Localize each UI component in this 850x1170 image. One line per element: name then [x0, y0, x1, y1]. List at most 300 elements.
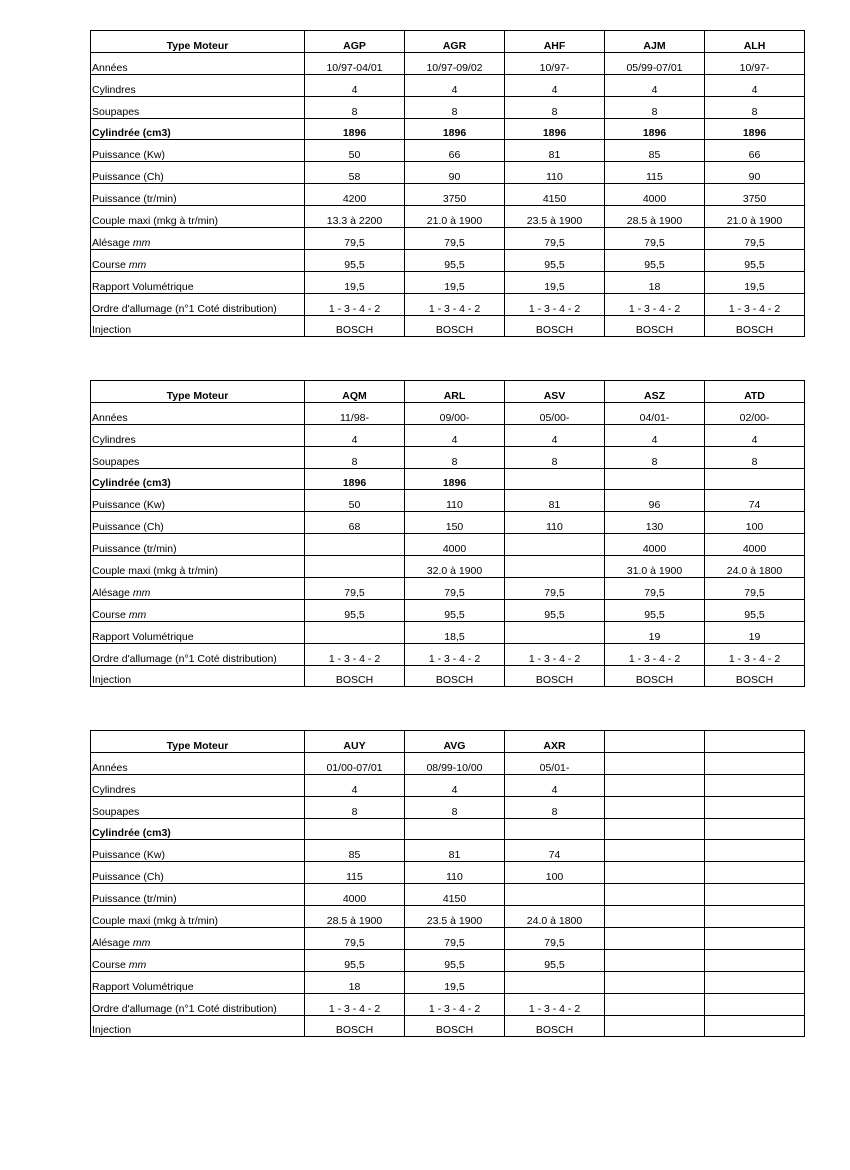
- spec-value-cell: [605, 971, 705, 993]
- unit-mm: mm: [132, 236, 151, 249]
- engine-code-cell: [705, 731, 805, 753]
- spec-value-cell: [705, 862, 805, 884]
- spec-value-cell: [705, 818, 805, 840]
- header-row: [91, 731, 805, 753]
- spec-value-cell: 4: [305, 774, 405, 796]
- spec-value-cell: [705, 1015, 805, 1037]
- spec-value-cell: 4200: [305, 184, 405, 206]
- row-label: Cylindrée (cm3): [91, 818, 305, 840]
- spec-value-cell: 85: [605, 140, 705, 162]
- spec-value-cell: [705, 752, 805, 774]
- spec-row: [91, 402, 805, 424]
- spec-row: [91, 752, 805, 774]
- spec-value-cell: 4000: [705, 534, 805, 556]
- spec-row: [91, 74, 805, 96]
- spec-value-cell: 11/98-: [305, 402, 405, 424]
- spec-value-cell: 74: [705, 490, 805, 512]
- spec-row: [91, 512, 805, 534]
- spec-value-cell: 23.5 à 1900: [505, 206, 605, 228]
- spec-value-cell: 1 - 3 - 4 - 2: [705, 293, 805, 315]
- spec-value-cell: 79,5: [505, 578, 605, 600]
- spec-value-cell: BOSCH: [705, 665, 805, 687]
- spec-value-cell: BOSCH: [405, 1015, 505, 1037]
- spec-value-cell: 8: [305, 796, 405, 818]
- spec-value-cell: [705, 884, 805, 906]
- spec-value-cell: 79,5: [605, 228, 705, 250]
- spec-value-cell: 95,5: [405, 599, 505, 621]
- spec-row: [91, 162, 805, 184]
- spec-value-cell: 8: [405, 446, 505, 468]
- spec-row: [91, 884, 805, 906]
- unit-mm: mm: [128, 258, 147, 271]
- spec-value-cell: 58: [305, 162, 405, 184]
- spec-value-cell: 79,5: [305, 578, 405, 600]
- spec-value-cell: 1 - 3 - 4 - 2: [505, 643, 605, 665]
- spec-value-cell: 04/01-: [605, 402, 705, 424]
- spec-value-cell: 95,5: [605, 249, 705, 271]
- spec-value-cell: 01/00-07/01: [305, 752, 405, 774]
- spec-value-cell: 90: [705, 162, 805, 184]
- spec-value-cell: 96: [605, 490, 705, 512]
- row-label: Puissance (tr/min): [91, 184, 305, 206]
- spec-row: [91, 271, 805, 293]
- spec-value-cell: 95,5: [405, 949, 505, 971]
- spec-value-cell: 1 - 3 - 4 - 2: [605, 293, 705, 315]
- spec-value-cell: 8: [305, 96, 405, 118]
- spec-value-cell: 74: [505, 840, 605, 862]
- spec-value-cell: BOSCH: [305, 315, 405, 337]
- row-label: Cylindrée (cm3): [91, 118, 305, 140]
- spec-value-cell: [405, 818, 505, 840]
- spec-value-cell: 90: [405, 162, 505, 184]
- row-label: Soupapes: [91, 96, 305, 118]
- spec-value-cell: [505, 468, 605, 490]
- spec-value-cell: 100: [705, 512, 805, 534]
- spec-value-cell: [605, 993, 705, 1015]
- spec-value-cell: [605, 884, 705, 906]
- engine-code-cell: AUY: [305, 731, 405, 753]
- spec-value-cell: 8: [405, 96, 505, 118]
- spec-row: [91, 578, 805, 600]
- spec-value-cell: 4: [505, 74, 605, 96]
- spec-row: [91, 184, 805, 206]
- engine-code-cell: [605, 731, 705, 753]
- spec-value-cell: 1 - 3 - 4 - 2: [705, 643, 805, 665]
- spec-value-cell: 1 - 3 - 4 - 2: [505, 293, 605, 315]
- spec-value-cell: 4150: [405, 884, 505, 906]
- spec-value-cell: BOSCH: [705, 315, 805, 337]
- spec-value-cell: [305, 621, 405, 643]
- spec-value-cell: 1 - 3 - 4 - 2: [305, 993, 405, 1015]
- spec-value-cell: [605, 906, 705, 928]
- spec-value-cell: [605, 752, 705, 774]
- row-label: Soupapes: [91, 796, 305, 818]
- spec-value-cell: 24.0 à 1800: [705, 556, 805, 578]
- spec-value-cell: 95,5: [305, 249, 405, 271]
- row-label: Cylindres: [91, 74, 305, 96]
- spec-row: [91, 643, 805, 665]
- row-label: Soupapes: [91, 446, 305, 468]
- row-label: Couple maxi (mkg à tr/min): [91, 556, 305, 578]
- spec-value-cell: 4000: [305, 884, 405, 906]
- spec-value-cell: 110: [505, 162, 605, 184]
- spec-value-cell: [705, 949, 805, 971]
- spec-value-cell: [605, 468, 705, 490]
- spec-value-cell: [705, 928, 805, 950]
- spec-value-cell: BOSCH: [605, 315, 705, 337]
- engine-code-cell: ATD: [705, 381, 805, 403]
- spec-value-cell: 79,5: [505, 228, 605, 250]
- spec-value-cell: 8: [405, 796, 505, 818]
- row-label: Course mm: [91, 249, 305, 271]
- spec-row: [91, 468, 805, 490]
- spec-value-cell: 110: [505, 512, 605, 534]
- spec-row: [91, 993, 805, 1015]
- spec-value-cell: [705, 840, 805, 862]
- spec-row: [91, 315, 805, 337]
- spec-row: [91, 249, 805, 271]
- spec-value-cell: 79,5: [705, 578, 805, 600]
- spec-value-cell: 4: [405, 424, 505, 446]
- spec-value-cell: 110: [405, 862, 505, 884]
- spec-value-cell: 1 - 3 - 4 - 2: [405, 993, 505, 1015]
- spec-row: [91, 446, 805, 468]
- engine-spec-table-3: [90, 730, 805, 1037]
- spec-row: [91, 971, 805, 993]
- spec-value-cell: 31.0 à 1900: [605, 556, 705, 578]
- spec-value-cell: 19,5: [405, 971, 505, 993]
- type-moteur-header: Type Moteur: [91, 731, 305, 753]
- spec-value-cell: [505, 971, 605, 993]
- spec-row: [91, 796, 805, 818]
- spec-row: [91, 928, 805, 950]
- spec-value-cell: 21.0 à 1900: [705, 206, 805, 228]
- engine-spec-table-2: [90, 380, 805, 687]
- spec-value-cell: 8: [705, 96, 805, 118]
- spec-value-cell: 1 - 3 - 4 - 2: [305, 293, 405, 315]
- row-label: Ordre d'allumage (n°1 Coté distribution): [91, 643, 305, 665]
- spec-row: [91, 424, 805, 446]
- spec-value-cell: [305, 818, 405, 840]
- engine-code-cell: ARL: [405, 381, 505, 403]
- row-label: Cylindres: [91, 774, 305, 796]
- spec-value-cell: 8: [705, 446, 805, 468]
- spec-value-cell: [605, 796, 705, 818]
- spec-value-cell: 79,5: [705, 228, 805, 250]
- spec-value-cell: 05/01-: [505, 752, 605, 774]
- engine-spec-table-1: [90, 30, 805, 337]
- spec-value-cell: [605, 862, 705, 884]
- spec-value-cell: 19,5: [305, 271, 405, 293]
- spec-row: [91, 621, 805, 643]
- spec-value-cell: 1 - 3 - 4 - 2: [405, 293, 505, 315]
- spec-value-cell: [605, 949, 705, 971]
- spec-value-cell: 19,5: [405, 271, 505, 293]
- spec-value-cell: 1896: [505, 118, 605, 140]
- spec-value-cell: 08/99-10/00: [405, 752, 505, 774]
- type-moteur-header: Type Moteur: [91, 31, 305, 53]
- spec-value-cell: 79,5: [405, 228, 505, 250]
- spec-value-cell: 79,5: [505, 928, 605, 950]
- spec-value-cell: 1 - 3 - 4 - 2: [405, 643, 505, 665]
- spec-row: [91, 556, 805, 578]
- spec-value-cell: 18: [305, 971, 405, 993]
- spec-row: [91, 140, 805, 162]
- spec-value-cell: 50: [305, 490, 405, 512]
- spec-value-cell: [705, 906, 805, 928]
- spec-value-cell: 02/00-: [705, 402, 805, 424]
- engine-code-cell: AXR: [505, 731, 605, 753]
- row-label: Puissance (Ch): [91, 862, 305, 884]
- spec-value-cell: 95,5: [505, 599, 605, 621]
- row-label: Ordre d'allumage (n°1 Coté distribution): [91, 293, 305, 315]
- spec-row: [91, 490, 805, 512]
- spec-value-cell: [705, 993, 805, 1015]
- row-label: Puissance (Kw): [91, 840, 305, 862]
- spec-value-cell: 09/00-: [405, 402, 505, 424]
- spec-value-cell: BOSCH: [405, 315, 505, 337]
- spec-value-cell: 81: [405, 840, 505, 862]
- spec-value-cell: BOSCH: [505, 315, 605, 337]
- spec-row: [91, 118, 805, 140]
- spec-value-cell: 95,5: [305, 949, 405, 971]
- spec-row: [91, 228, 805, 250]
- spec-value-cell: [705, 774, 805, 796]
- spec-value-cell: 4: [405, 74, 505, 96]
- spec-value-cell: 1896: [305, 468, 405, 490]
- spec-value-cell: 1 - 3 - 4 - 2: [305, 643, 405, 665]
- spec-value-cell: 05/99-07/01: [605, 52, 705, 74]
- row-label: Puissance (Ch): [91, 512, 305, 534]
- spec-value-cell: 1 - 3 - 4 - 2: [505, 993, 605, 1015]
- spec-row: [91, 906, 805, 928]
- spec-row: [91, 665, 805, 687]
- spec-row: [91, 96, 805, 118]
- engine-code-cell: ASV: [505, 381, 605, 403]
- row-label: Cylindrée (cm3): [91, 468, 305, 490]
- engine-code-cell: AHF: [505, 31, 605, 53]
- spec-row: [91, 599, 805, 621]
- spec-value-cell: 4000: [405, 534, 505, 556]
- spec-value-cell: 8: [505, 96, 605, 118]
- spec-value-cell: 85: [305, 840, 405, 862]
- spec-value-cell: 66: [705, 140, 805, 162]
- spec-value-cell: 79,5: [305, 228, 405, 250]
- spec-row: [91, 1015, 805, 1037]
- spec-value-cell: 115: [605, 162, 705, 184]
- spec-value-cell: 8: [605, 446, 705, 468]
- spec-value-cell: [605, 840, 705, 862]
- spec-value-cell: [505, 534, 605, 556]
- spec-value-cell: 68: [305, 512, 405, 534]
- header-row: [91, 381, 805, 403]
- spec-value-cell: 79,5: [405, 928, 505, 950]
- spec-value-cell: [605, 774, 705, 796]
- spec-value-cell: 81: [505, 140, 605, 162]
- spec-value-cell: 28.5 à 1900: [605, 206, 705, 228]
- type-moteur-header: Type Moteur: [91, 381, 305, 403]
- row-label: Puissance (Kw): [91, 140, 305, 162]
- spec-value-cell: [705, 796, 805, 818]
- engine-code-cell: AVG: [405, 731, 505, 753]
- spec-value-cell: [305, 556, 405, 578]
- spec-value-cell: 1896: [405, 118, 505, 140]
- row-label: Injection: [91, 315, 305, 337]
- spec-value-cell: BOSCH: [305, 1015, 405, 1037]
- unit-mm: mm: [132, 936, 151, 949]
- row-label: Puissance (Ch): [91, 162, 305, 184]
- spec-value-cell: 4000: [605, 184, 705, 206]
- spec-row: [91, 206, 805, 228]
- spec-value-cell: 79,5: [405, 578, 505, 600]
- spec-value-cell: BOSCH: [305, 665, 405, 687]
- spec-row: [91, 818, 805, 840]
- row-label: Course mm: [91, 949, 305, 971]
- spec-value-cell: 10/97-: [705, 52, 805, 74]
- spec-value-cell: 95,5: [705, 249, 805, 271]
- spec-value-cell: 79,5: [605, 578, 705, 600]
- spec-value-cell: 115: [305, 862, 405, 884]
- spec-value-cell: 95,5: [705, 599, 805, 621]
- spec-value-cell: 21.0 à 1900: [405, 206, 505, 228]
- engine-code-cell: AQM: [305, 381, 405, 403]
- row-label: Alésage mm: [91, 578, 305, 600]
- spec-value-cell: 4: [505, 424, 605, 446]
- spec-value-cell: 8: [305, 446, 405, 468]
- spec-value-cell: [505, 884, 605, 906]
- spec-value-cell: 150: [405, 512, 505, 534]
- spec-value-cell: 19,5: [705, 271, 805, 293]
- spec-value-cell: 1896: [705, 118, 805, 140]
- row-label: Puissance (tr/min): [91, 534, 305, 556]
- spec-value-cell: 130: [605, 512, 705, 534]
- spec-value-cell: [705, 468, 805, 490]
- spec-value-cell: 28.5 à 1900: [305, 906, 405, 928]
- spec-value-cell: BOSCH: [405, 665, 505, 687]
- row-label: Années: [91, 52, 305, 74]
- spec-value-cell: 110: [405, 490, 505, 512]
- spec-value-cell: [605, 818, 705, 840]
- row-label: Alésage mm: [91, 228, 305, 250]
- spec-row: [91, 774, 805, 796]
- spec-value-cell: 18,5: [405, 621, 505, 643]
- engine-code-cell: AJM: [605, 31, 705, 53]
- spec-value-cell: [505, 621, 605, 643]
- spec-value-cell: 4: [705, 74, 805, 96]
- header-row: [91, 31, 805, 53]
- spec-value-cell: 10/97-09/02: [405, 52, 505, 74]
- spec-value-cell: 95,5: [405, 249, 505, 271]
- spec-value-cell: 95,5: [605, 599, 705, 621]
- spec-value-cell: 1896: [305, 118, 405, 140]
- spec-value-cell: 4: [505, 774, 605, 796]
- spec-value-cell: 24.0 à 1800: [505, 906, 605, 928]
- spec-value-cell: 8: [505, 446, 605, 468]
- spec-value-cell: [305, 534, 405, 556]
- spec-value-cell: BOSCH: [505, 665, 605, 687]
- row-label: Puissance (tr/min): [91, 884, 305, 906]
- spec-value-cell: 95,5: [505, 949, 605, 971]
- spec-value-cell: 8: [505, 796, 605, 818]
- row-label: Rapport Volumétrique: [91, 971, 305, 993]
- row-label: Années: [91, 402, 305, 424]
- unit-mm: mm: [132, 586, 151, 599]
- spec-row: [91, 52, 805, 74]
- spec-value-cell: 10/97-04/01: [305, 52, 405, 74]
- spec-value-cell: 1896: [605, 118, 705, 140]
- spec-value-cell: BOSCH: [505, 1015, 605, 1037]
- row-label: Injection: [91, 1015, 305, 1037]
- row-label: Couple maxi (mkg à tr/min): [91, 906, 305, 928]
- spec-value-cell: 13.3 à 2200: [305, 206, 405, 228]
- spec-value-cell: 4: [705, 424, 805, 446]
- spec-row: [91, 862, 805, 884]
- spec-value-cell: 19: [605, 621, 705, 643]
- engine-code-cell: AGP: [305, 31, 405, 53]
- row-label: Rapport Volumétrique: [91, 621, 305, 643]
- row-label: Alésage mm: [91, 928, 305, 950]
- row-label: Ordre d'allumage (n°1 Coté distribution): [91, 993, 305, 1015]
- spec-value-cell: 4: [405, 774, 505, 796]
- spec-row: [91, 293, 805, 315]
- spec-value-cell: 4000: [605, 534, 705, 556]
- spec-row: [91, 840, 805, 862]
- spec-row: [91, 949, 805, 971]
- spec-value-cell: 19: [705, 621, 805, 643]
- spec-value-cell: 100: [505, 862, 605, 884]
- spec-value-cell: [605, 1015, 705, 1037]
- spec-value-cell: 4: [305, 74, 405, 96]
- row-label: Rapport Volumétrique: [91, 271, 305, 293]
- engine-code-cell: AGR: [405, 31, 505, 53]
- row-label: Course mm: [91, 599, 305, 621]
- spec-value-cell: [705, 971, 805, 993]
- engine-code-cell: ASZ: [605, 381, 705, 403]
- spec-value-cell: 4: [605, 74, 705, 96]
- spec-value-cell: 95,5: [505, 249, 605, 271]
- spec-value-cell: 95,5: [305, 599, 405, 621]
- spec-value-cell: 4: [305, 424, 405, 446]
- row-label: Couple maxi (mkg à tr/min): [91, 206, 305, 228]
- spec-row: [91, 534, 805, 556]
- spec-value-cell: [605, 928, 705, 950]
- spec-value-cell: 79,5: [305, 928, 405, 950]
- row-label: Injection: [91, 665, 305, 687]
- spec-value-cell: 8: [605, 96, 705, 118]
- spec-value-cell: 4150: [505, 184, 605, 206]
- row-label: Cylindres: [91, 424, 305, 446]
- spec-value-cell: 3750: [705, 184, 805, 206]
- spec-value-cell: 10/97-: [505, 52, 605, 74]
- spec-value-cell: 32.0 à 1900: [405, 556, 505, 578]
- spec-value-cell: 66: [405, 140, 505, 162]
- spec-value-cell: [505, 556, 605, 578]
- spec-value-cell: 3750: [405, 184, 505, 206]
- unit-mm: mm: [128, 608, 147, 621]
- spec-value-cell: 18: [605, 271, 705, 293]
- spec-value-cell: 4: [605, 424, 705, 446]
- spec-value-cell: [505, 818, 605, 840]
- row-label: Années: [91, 752, 305, 774]
- spec-value-cell: BOSCH: [605, 665, 705, 687]
- spec-value-cell: 19,5: [505, 271, 605, 293]
- spec-value-cell: 05/00-: [505, 402, 605, 424]
- row-label: Puissance (Kw): [91, 490, 305, 512]
- spec-value-cell: 23.5 à 1900: [405, 906, 505, 928]
- spec-value-cell: 1 - 3 - 4 - 2: [605, 643, 705, 665]
- spec-value-cell: 1896: [405, 468, 505, 490]
- engine-code-cell: ALH: [705, 31, 805, 53]
